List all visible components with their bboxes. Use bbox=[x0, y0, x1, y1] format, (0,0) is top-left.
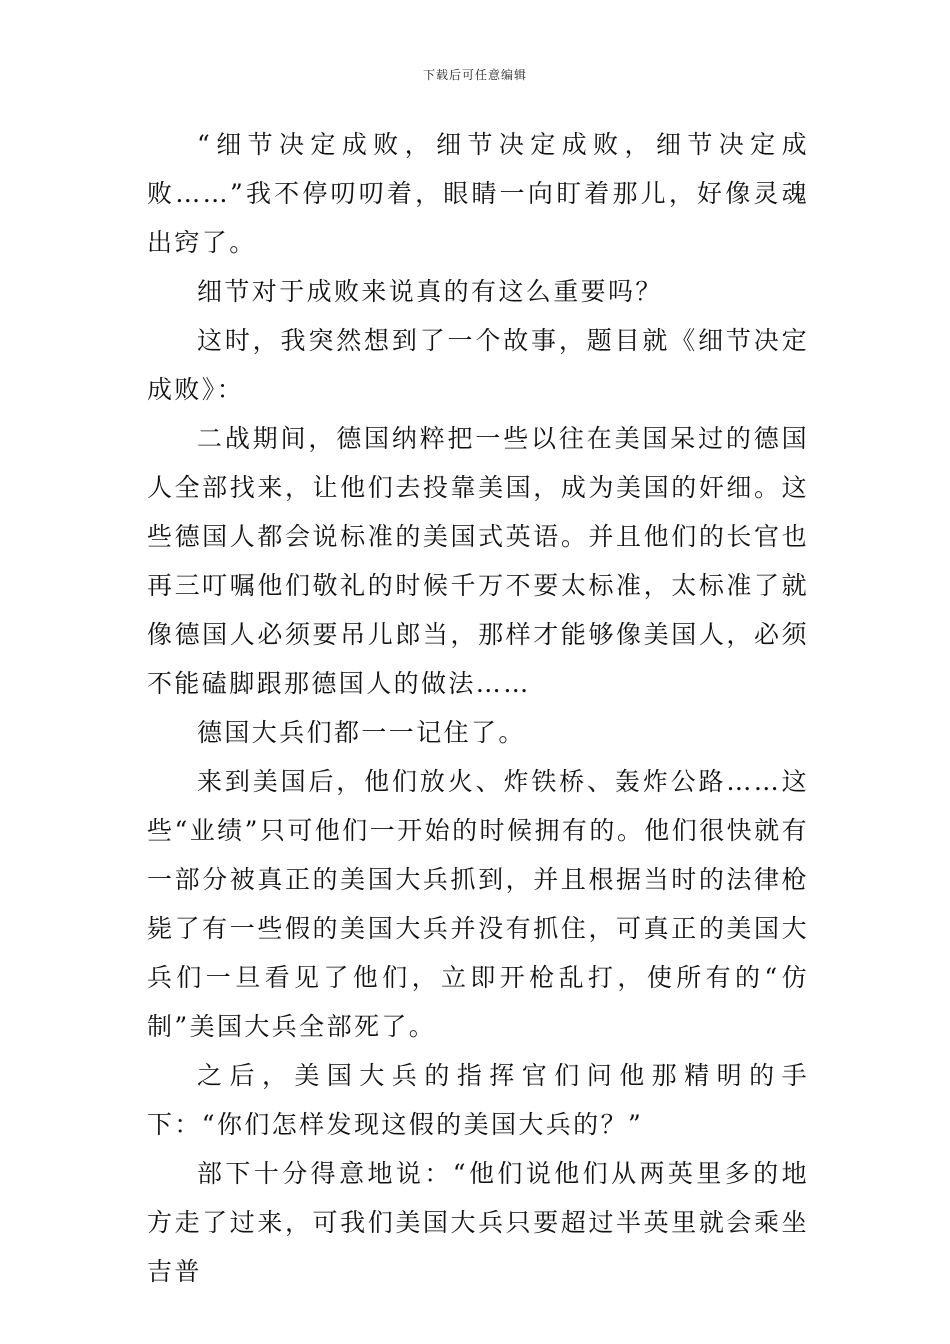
paragraph: 之后，美国大兵的指挥官们问他那精明的手下：“你们怎样发现这假的美国大兵的？” bbox=[147, 1061, 809, 1139]
paragraph: 德国大兵们都一一记住了。 bbox=[197, 718, 526, 747]
paragraph: “细节决定成败，细节决定成败，细节决定成败……”我不停叨叨着，眼睛一向盯着那儿，好像灵魂出窍了。 bbox=[147, 130, 809, 257]
paragraph: 细节对于成败来说真的有这么重要吗？ bbox=[197, 277, 663, 306]
paragraph: 部下十分得意地说：“他们说他们从两英里多的地方走了过来，可我们美国大兵只要超过半英里就会乘坐吉普 bbox=[147, 1159, 809, 1286]
paragraph: 这时，我突然想到了一个故事，题目就《细节决定成败》： bbox=[147, 326, 809, 404]
document-body bbox=[147, 120, 809, 1296]
paragraph: 来到美国后，他们放火、炸铁桥、轰炸公路……这些“业绩”只可他们一开始的时候拥有的。他们很快就有一部分被真正的美国大兵抓到，并且根据当时的法律枪毙了有一些假的美国大兵并没有抓住，可真正的美国大兵们一旦看见了他们，立即开枪乱打，使所有的“仿制”美国大兵全部死了。 bbox=[147, 767, 809, 1041]
page-header: 下载后可任意编辑 bbox=[422, 68, 527, 82]
paragraph: 二战期间，德国纳粹把一些以往在美国呆过的德国人全部找来，让他们去投靠美国，成为美国的奸细。这些德国人都会说标准的美国式英语。并且他们的长官也再三叮嘱他们敬礼的时候千万不要太标准，太标准了就像德国人必须要吊儿郎当，那样才能够像美国人，必须不能磕脚跟那德国人的做法…… bbox=[147, 424, 809, 698]
